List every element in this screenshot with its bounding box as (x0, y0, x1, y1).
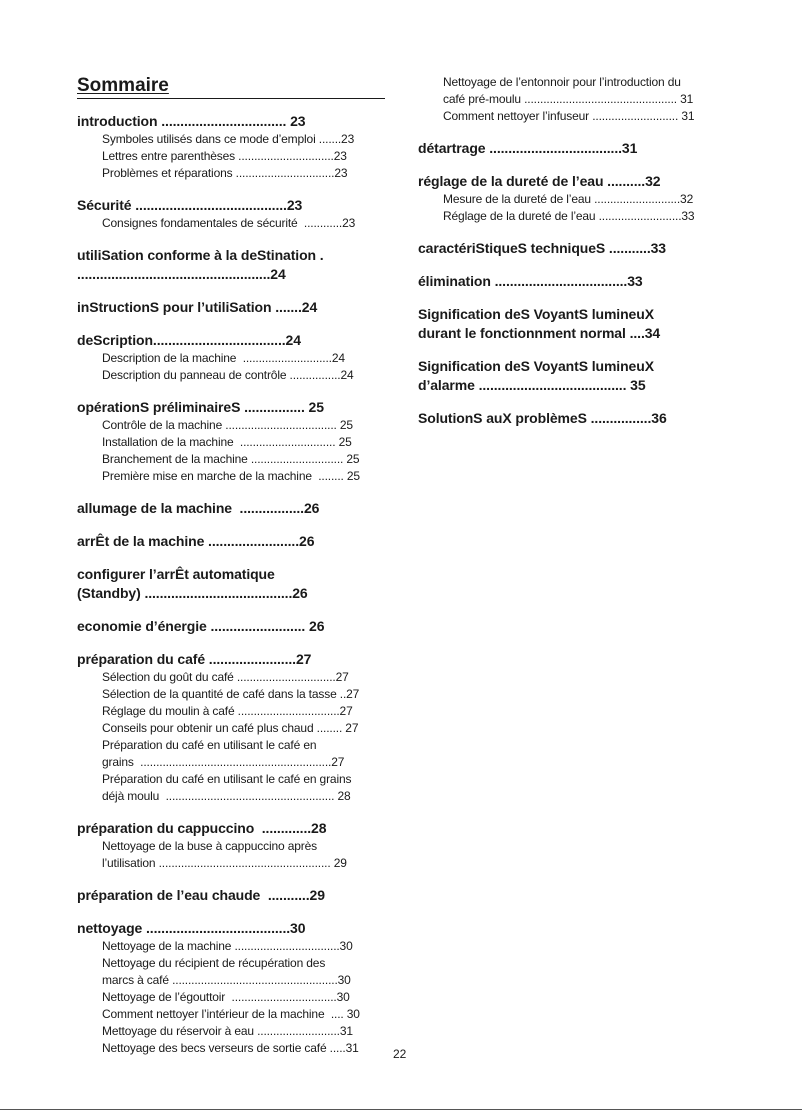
toc-subentry-group (77, 669, 385, 805)
toc-subentry: Installation de la machine .............................. 25 (102, 435, 352, 449)
toc-subentry-group (77, 417, 385, 485)
toc-subentry: Nettoyage du récipient de récupération des marcs à café ....................................................30 (102, 956, 351, 987)
toc-subentry-group (418, 191, 728, 225)
toc-subentry: Comment nettoyer l’infuseur ........................... 31 (443, 109, 695, 123)
toc-section-entry: utiliSation conforme à la deStination . ...................................................24 (77, 247, 324, 282)
toc-section-entry: arrÊt de la machine ........................26 (77, 533, 315, 549)
toc-section-entry: configurer l’arrÊt automatique (Standby) .......................................26 (77, 566, 308, 601)
toc-subentry: Description du panneau de contrôle ................24 (102, 368, 354, 382)
toc-subentry-group (77, 215, 385, 232)
toc-subentry-group (77, 131, 385, 182)
toc-section-entry: Sécurité ........................................23 (77, 197, 303, 213)
toc-section-entry: inStructionS pour l’utiliSation .......24 (77, 299, 318, 315)
toc-column-right (418, 74, 728, 442)
toc-section-entry: introduction ................................. 23 (77, 113, 306, 129)
page-number: 22 (393, 1047, 407, 1061)
toc-subentry: Nettoyage de la buse à cappuccino après l’utilisation ...................................................... 29 (102, 839, 347, 870)
bottom-rule (0, 1109, 802, 1110)
toc-subentry: Lettres entre parenthèses ..............................23 (102, 149, 347, 163)
toc-subentry-group (77, 938, 385, 1057)
toc-subentry: Première mise en marche de la machine ........ 25 (102, 469, 360, 483)
toc-section-entry: Signification deS VoyantS lumineuX d’alarme ....................................... 35 (418, 358, 654, 393)
toc-section-entry: allumage de la machine .................26 (77, 500, 320, 516)
toc-subentry: Nettoyage de l’entonnoir pour l’introduction du café pré-moulu ................................................ 31 (443, 75, 694, 106)
toc-section-entry: SolutionS auX problèmeS ................36 (418, 410, 667, 426)
toc-subentry: Conseils pour obtenir un café plus chaud ........ 27 (102, 721, 359, 735)
toc-subentry: Problèmes et réparations ...............................23 (102, 166, 348, 180)
toc-column-left (77, 74, 385, 1071)
toc-subentry: Préparation du café en utilisant le café en grains ............................................................27 (102, 738, 345, 769)
toc-section-entry: préparation du cappuccino .............28 (77, 820, 327, 836)
toc-list-right (418, 74, 728, 428)
toc-subentry: Comment nettoyer l’intérieur de la machine .... 30 (102, 1007, 360, 1021)
toc-subentry: Mettoyage du réservoir à eau ..........................31 (102, 1024, 353, 1038)
toc-subentry: Contrôle de la machine ................................... 25 (102, 418, 353, 432)
toc-section-entry: détartrage ...................................31 (418, 140, 638, 156)
toc-list-left (77, 112, 385, 1057)
toc-subentry-group (77, 838, 385, 872)
toc-subentry: Nettoyage des becs verseurs de sortie café .....31 (102, 1041, 359, 1055)
toc-subentry: Réglage de la dureté de l’eau ..........................33 (443, 209, 695, 223)
toc-subentry-group (418, 74, 728, 125)
toc-subentry: Nettoyage de la machine .................................30 (102, 939, 353, 953)
toc-title: Sommaire (77, 74, 385, 99)
toc-section-entry: caractériStiqueS techniqueS ...........33 (418, 240, 666, 256)
toc-section-entry: élimination ...................................33 (418, 273, 643, 289)
toc-subentry: Description de la machine ............................24 (102, 351, 345, 365)
toc-section-entry: réglage de la dureté de l’eau ..........32 (418, 173, 661, 189)
toc-subentry: Nettoyage de l’égouttoir .................................30 (102, 990, 350, 1004)
toc-subentry: Préparation du café en utilisant le café en grains déjà moulu ..................................................... 28 (102, 772, 352, 803)
toc-section-entry: préparation de l’eau chaude ...........29 (77, 887, 325, 903)
toc-subentry: Mesure de la dureté de l’eau ...........................32 (443, 192, 694, 206)
toc-subentry: Sélection du goût du café ...............................27 (102, 670, 349, 684)
toc-subentry: Réglage du moulin à café ................................27 (102, 704, 353, 718)
toc-subentry-group (77, 350, 385, 384)
toc-subentry: Sélection de la quantité de café dans la tasse ..27 (102, 687, 360, 701)
toc-section-entry: préparation du café .......................27 (77, 651, 312, 667)
toc-section-entry: Signification deS VoyantS lumineuX durant le fonctionnment normal ....34 (418, 306, 661, 341)
toc-subentry: Branchement de la machine ............................. 25 (102, 452, 360, 466)
toc-section-entry: nettoyage ......................................30 (77, 920, 306, 936)
toc-subentry: Consignes fondamentales de sécurité ............23 (102, 216, 356, 230)
toc-section-entry: deScription...................................24 (77, 332, 301, 348)
toc-section-entry: economie d’énergie ......................... 26 (77, 618, 325, 634)
toc-section-entry: opérationS préliminaireS ................ 25 (77, 399, 324, 415)
toc-subentry: Symboles utilisés dans ce mode d’emploi .......23 (102, 132, 355, 146)
